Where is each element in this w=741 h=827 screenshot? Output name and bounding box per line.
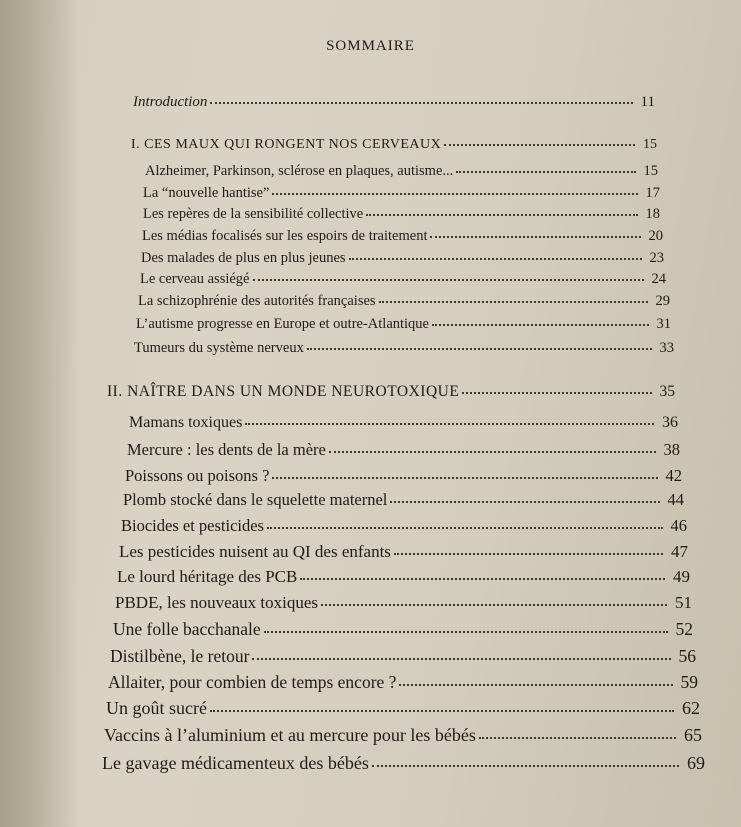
toc-entry-label: Distilbène, le retour — [110, 646, 250, 666]
toc-entry-label: Mamans toxiques — [129, 414, 243, 431]
toc-entry-page: 23 — [649, 250, 664, 266]
toc-entry-label: Plomb stocké dans le squelette maternel — [123, 490, 388, 509]
toc-entry-page: 56 — [678, 646, 696, 666]
toc-introduction — [133, 94, 655, 111]
toc-entry — [142, 228, 663, 245]
toc-entry-label: Allaiter, pour combien de temps encore ? — [108, 672, 397, 692]
toc-entry — [108, 672, 698, 693]
toc-entry — [123, 490, 684, 510]
toc-entry — [119, 542, 688, 562]
dot-leader — [272, 193, 637, 195]
dot-leader — [245, 423, 654, 425]
dot-leader — [479, 737, 676, 739]
page-title: SOMMAIRE — [326, 38, 415, 54]
toc-entry-page: 49 — [673, 567, 690, 586]
toc-part-2 — [107, 383, 675, 401]
toc-entry-label: Biocides et pesticides — [121, 516, 264, 535]
toc-entry-page: 29 — [655, 293, 670, 309]
dot-leader — [264, 631, 668, 633]
toc-entry-page: 17 — [645, 185, 660, 201]
toc-entry-label: Vaccins à l’aluminium et au mercure pour les bébés — [104, 725, 476, 745]
toc-entry-page: 69 — [687, 753, 705, 773]
toc-entry-label: Les repères de la sensibilité collective — [143, 206, 364, 222]
toc-entry — [127, 440, 680, 460]
toc-entry — [113, 619, 693, 640]
toc-entry-page: 38 — [663, 440, 680, 459]
toc-entry-page: 51 — [675, 593, 692, 612]
dot-leader — [432, 324, 649, 326]
toc-entry-page: 18 — [645, 206, 660, 222]
toc-entry-label: Alzheimer, Parkinson, sclérose en plaques, autisme... — [145, 163, 454, 179]
dot-leader — [456, 171, 635, 173]
toc-entry — [138, 293, 670, 310]
toc-entry-page: 36 — [662, 414, 678, 431]
toc-entry-label: Introduction — [133, 94, 208, 110]
toc-entry-page: 65 — [684, 725, 702, 745]
toc-entry — [141, 250, 664, 267]
dot-leader — [307, 348, 652, 350]
toc-entry-page: 31 — [656, 316, 671, 332]
dot-leader — [372, 765, 679, 767]
toc-entry — [143, 185, 660, 202]
toc-entry-page: 42 — [665, 466, 682, 485]
toc-entry — [104, 725, 702, 746]
dot-leader — [430, 236, 640, 238]
toc-part-page: 15 — [643, 137, 657, 152]
toc-part-1 — [131, 137, 657, 153]
dot-leader — [267, 527, 663, 529]
toc-entry — [121, 516, 687, 536]
dot-leader — [394, 553, 663, 555]
toc-entry — [106, 698, 700, 719]
dot-leader — [462, 392, 651, 394]
dot-leader — [210, 102, 632, 104]
toc-entry-page: 11 — [640, 94, 655, 110]
dot-leader — [321, 604, 667, 606]
toc-part-page: 35 — [659, 383, 675, 400]
toc-entry-label: Des malades de plus en plus jeunes — [141, 250, 346, 266]
dot-leader — [210, 710, 674, 712]
dot-leader — [253, 279, 644, 281]
toc-entry — [117, 567, 690, 587]
toc-part-label: II. NAÎTRE DANS UN MONDE NEUROTOXIQUE — [107, 383, 460, 400]
toc-entry — [129, 414, 678, 432]
toc-entry-label: Poissons ou poisons ? — [125, 466, 270, 485]
toc-entry-page: 33 — [659, 340, 674, 356]
toc-entry — [115, 593, 692, 613]
dot-leader — [390, 501, 659, 503]
toc-entry — [140, 271, 666, 288]
dot-leader — [379, 301, 648, 303]
toc-entry — [136, 316, 671, 333]
toc-entry-label: Les médias focalisés sur les espoirs de traitement — [142, 228, 428, 244]
toc-entry-label: Le lourd héritage des PCB — [117, 567, 298, 586]
toc-entry — [110, 646, 696, 667]
dot-leader — [252, 658, 670, 660]
toc-entry-label: Un goût sucré — [106, 698, 207, 718]
dot-leader — [349, 258, 642, 260]
toc-entry-page: 44 — [667, 490, 684, 509]
dot-leader — [444, 144, 635, 146]
toc-entry-label: La schizophrénie des autorités françaises — [138, 293, 376, 309]
dot-leader — [366, 214, 637, 216]
toc-entry-label: Les pesticides nuisent au QI des enfants — [119, 542, 391, 561]
toc-entry-page: 24 — [651, 271, 666, 287]
toc-entry-page: 47 — [671, 542, 688, 561]
toc-entry-label: Une folle bacchanale — [113, 619, 261, 639]
toc-entry-label: Le gavage médicamenteux des bébés — [102, 753, 369, 773]
dot-leader — [329, 451, 656, 453]
toc-entry — [143, 206, 660, 223]
toc-entry-page: 15 — [643, 163, 658, 179]
dot-leader — [300, 578, 665, 580]
toc-entry-label: PBDE, les nouveaux toxiques — [115, 593, 319, 612]
toc-part-label: I. CES MAUX QUI RONGENT NOS CERVEAUX — [131, 137, 442, 152]
toc-entry-page: 62 — [682, 698, 700, 718]
toc-entry — [102, 753, 705, 774]
toc-entry-label: La “nouvelle hantise” — [143, 185, 270, 201]
toc-entry-label: Le cerveau assiégé — [140, 271, 250, 287]
dot-leader — [399, 684, 672, 686]
toc-entry-label: L’autisme progresse en Europe et outre-Atlantique — [136, 316, 429, 332]
book-spine-shadow — [0, 0, 80, 827]
toc-entry-page: 52 — [675, 619, 693, 639]
toc-entry-page: 59 — [680, 672, 698, 692]
toc-entry — [145, 163, 658, 180]
toc-entry-label: Mercure : les dents de la mère — [127, 440, 326, 459]
dot-leader — [272, 477, 657, 479]
toc-entry — [125, 466, 682, 486]
toc-entry-page: 20 — [648, 228, 663, 244]
toc-entry — [134, 340, 674, 357]
toc-entry-page: 46 — [670, 516, 687, 535]
toc-entry-label: Tumeurs du système nerveux — [134, 340, 304, 356]
